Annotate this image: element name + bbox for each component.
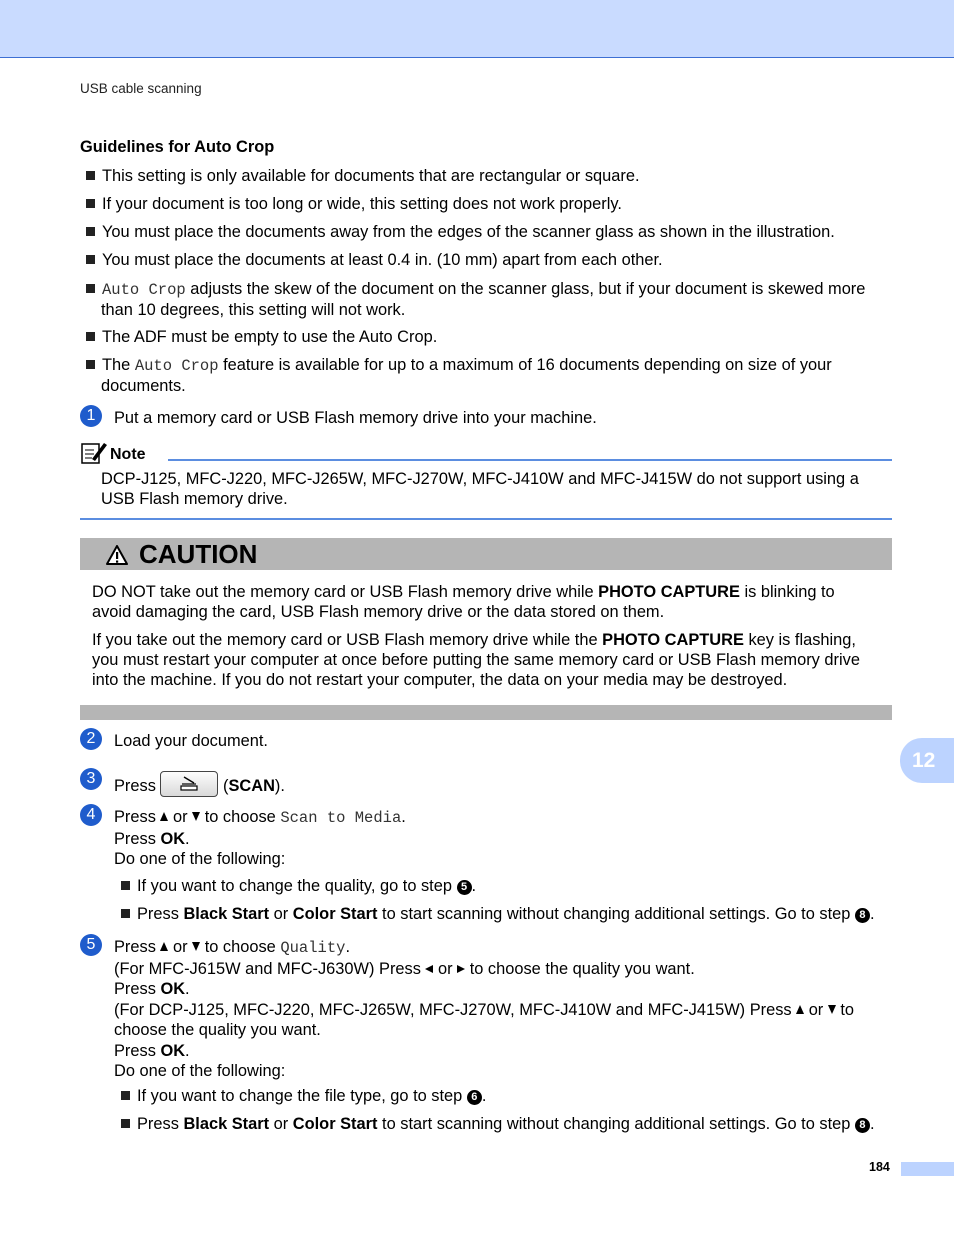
step-text: Put a memory card or USB Flash memory drive into your machine. xyxy=(114,409,597,427)
page-number: 184 xyxy=(869,1160,890,1174)
bullet-item: Auto Crop adjusts the skew of the document on the scanner glass, but if your document is skewed more than 10 degrees, this setting will not work. xyxy=(86,279,896,320)
bullet-icon xyxy=(86,360,95,369)
bullet-item: You must place the documents at least 0.4 in. (10 mm) apart from each other. xyxy=(86,250,896,270)
caution-paragraph-1: DO NOT take out the memory card or USB Flash memory drive while PHOTO CAPTURE is blinking to avoid damaging the card, USB Flash memory drive or the data stored on them. xyxy=(92,583,835,621)
step-number: 3 xyxy=(80,768,102,790)
bullet-item: The Auto Crop feature is available for up to a maximum of 16 documents depending on size of your documents. xyxy=(86,355,896,396)
up-arrow-icon xyxy=(796,1005,804,1014)
bullet-item: You must place the documents away from the edges of the scanner glass as shown in the illustration. xyxy=(86,222,896,242)
bullet-icon xyxy=(86,332,95,341)
bullet-item: The ADF must be empty to use the Auto Crop. xyxy=(86,327,896,347)
bullet-item: If your document is too long or wide, this setting does not work properly. xyxy=(86,194,896,214)
bullet-icon xyxy=(86,199,95,208)
step-text: Press (SCAN). xyxy=(114,771,904,797)
step-text: Press or to choose Quality. (For MFC-J615W and MFC-J630W) Press or to choose the quality you want. Press OK. (For DCP-J125, MFC-J220, MFC-J265W, MFC-J270W, MFC-J410W and MFC-J415W) Press or to choose the quality you want. Press OK. Do one of the following: xyxy=(114,938,855,1080)
bullet-icon xyxy=(121,1091,130,1100)
sub-bullet: If you want to change the quality, go to step 5 . xyxy=(121,876,476,896)
step-text: Press or to choose Scan to Media. Press OK. Do one of the following: xyxy=(114,808,406,868)
caution-paragraph-2: If you take out the memory card or USB Flash memory drive while the PHOTO CAPTURE key is flashing, you must restart your computer at once before putting the same memory card or USB Flash memory drive into the machine. If you do not restart your computer, the data on your media may be destroyed. xyxy=(92,631,860,689)
bullet-icon xyxy=(121,881,130,890)
down-arrow-icon xyxy=(192,812,200,821)
caution-bottom-bar xyxy=(80,705,892,720)
bullet-icon xyxy=(86,227,95,236)
bullet-icon xyxy=(86,171,95,180)
bullet-icon xyxy=(86,255,95,264)
page-number-bar xyxy=(901,1162,954,1176)
note-bottom-rule xyxy=(80,518,892,520)
note-text: DCP-J125, MFC-J220, MFC-J265W, MFC-J270W, MFC-J410W and MFC-J415W do not support using a USB Flash memory drive. xyxy=(101,470,859,508)
bullet-icon xyxy=(121,909,130,918)
warning-icon xyxy=(106,545,128,565)
down-arrow-icon xyxy=(192,942,200,951)
right-arrow-icon xyxy=(457,965,465,973)
step-number: 5 xyxy=(80,934,102,956)
note-icon xyxy=(80,441,108,465)
note-rule xyxy=(168,459,892,461)
step-text: Load your document. xyxy=(114,732,268,750)
sub-bullet: Press Black Start or Color Start to start scanning without changing additional settings. Go to step 8 . xyxy=(121,904,875,924)
bullet-item: This setting is only available for documents that are rectangular or square. xyxy=(86,166,896,186)
header-band xyxy=(0,0,954,58)
section-header: USB cable scanning xyxy=(80,81,202,96)
caution-title: CAUTION xyxy=(139,539,258,569)
step-number: 1 xyxy=(80,405,102,427)
step-number: 4 xyxy=(80,804,102,826)
bullet-icon xyxy=(121,1119,130,1128)
sub-bullet: Press Black Start or Color Start to start scanning without changing additional settings. Go to step 8 . xyxy=(121,1114,875,1134)
chapter-tab: 12 xyxy=(900,738,954,783)
bullet-icon xyxy=(86,284,95,293)
note-label: Note xyxy=(110,446,146,463)
scan-key-icon xyxy=(160,771,218,797)
down-arrow-icon xyxy=(828,1005,836,1014)
sub-bullet: If you want to change the file type, go to step 6 . xyxy=(121,1086,486,1106)
guidelines-title: Guidelines for Auto Crop xyxy=(80,138,275,156)
step-number: 2 xyxy=(80,728,102,750)
